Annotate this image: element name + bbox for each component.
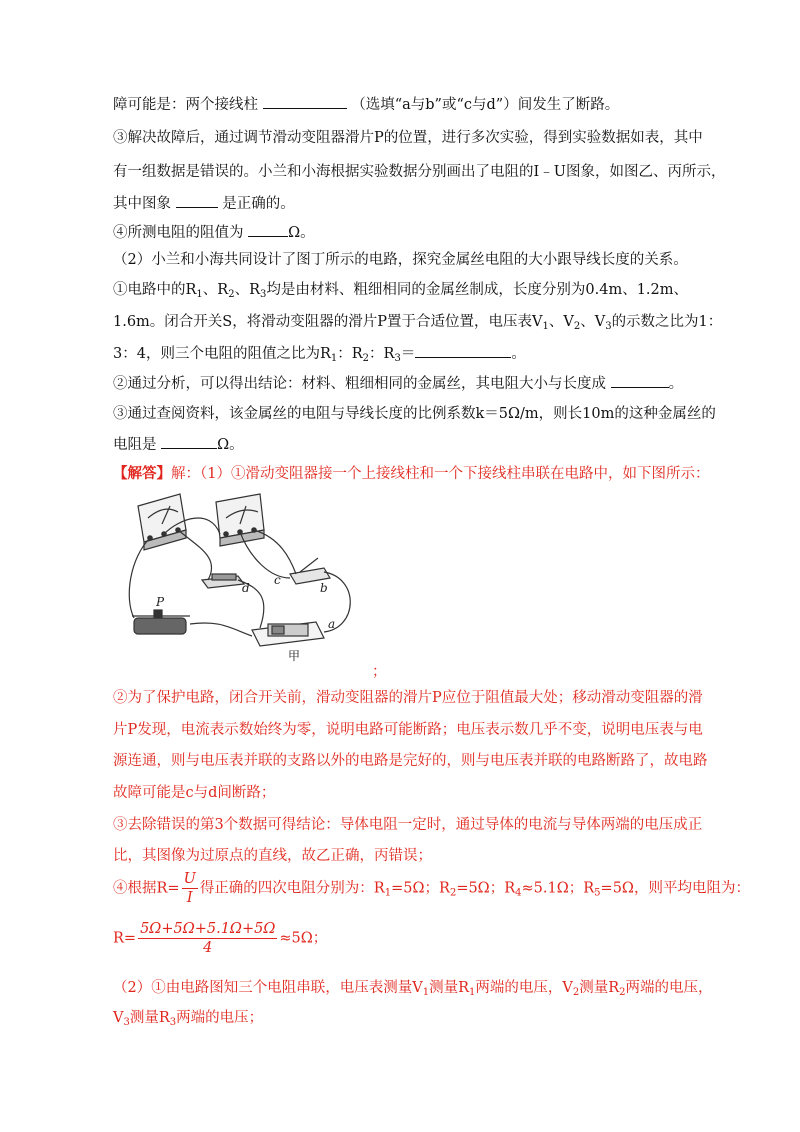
subscript: 3 [605,321,612,332]
text: V [113,1010,124,1026]
text: 的示数之比为1： [611,314,723,330]
text: 、R [234,282,261,298]
answer-line-11 [113,1008,263,1033]
text: 。 [511,346,526,362]
q-line-2: ③解决故障后，通过调节滑动变阻器滑片P的位置，进行多次实验，得到实验数据如表，其中 [113,130,703,146]
subscript: 2 [619,987,626,998]
text: 电阻是 [113,437,157,453]
answer-line-5: 故障可能是c与d间断路； [113,785,276,801]
text: Ω。 [288,225,315,241]
numerator: U [183,871,196,887]
text: =5Ω，则平均电阻为： [600,880,750,897]
text: ④所测电阻的阻值为 [113,225,244,241]
label-a: a [328,617,336,631]
text: =5Ω；R [456,880,516,897]
answer-line-8 [113,870,750,907]
answer-line-4: 源连通，则与电压表并联的支路以外的电路是完好的，则与电压表并联的电路断路了，故电路 [113,753,708,769]
text: 得正确的四次电阻分别为：R [199,880,385,897]
text: R= [113,930,137,947]
text: 两端的电压，V [475,980,573,996]
subscript: 2 [228,289,235,300]
text: ④根据R= [113,880,180,897]
q-line-7 [113,280,688,305]
subscript: 3 [123,1017,130,1028]
text: （2）①由电路图知三个电阻串联，电压表测量V [113,980,423,996]
text: 测量R [429,980,469,996]
q-line-8 [113,312,722,337]
q-line-6: （2）小兰和小海共同设计了图丁所示的电路，探究金属丝电阻的大小跟导线长度的关系。 [113,252,688,268]
q-line-1 [113,94,619,115]
text: ≈5Ω； [279,930,328,947]
q-line-10 [113,373,683,394]
answer-blank[interactable] [161,434,217,449]
answer-line-2: ②为了保护电路，闭合开关前，滑动变阻器的滑片P应位于阻值最大处；移动滑动变阻器的滑 [113,690,703,706]
circuit-diagram-figure [120,488,370,664]
text: 均是由材料、粗细相同的金属丝制成，长度分别为0.4m、1.2m、 [266,282,689,298]
subscript: 2 [449,887,457,899]
subscript: 2 [573,321,581,332]
q-line-12 [113,434,244,455]
answer-line-1 [113,464,709,484]
figure-semicolon: ； [372,664,387,680]
subscript: 5 [594,887,601,899]
subscript: 1 [196,289,203,300]
q-line-4 [113,193,295,214]
subscript: 2 [362,353,370,364]
text: 、R [202,282,229,298]
subscript: 3 [394,353,401,364]
subscript: 1 [330,353,338,364]
denominator: 4 [203,940,213,956]
text: 。 [668,376,684,392]
ammeter-icon [138,494,186,550]
label-d: d [242,581,250,595]
answer-line-6: ③去除错误的第3个数据可得结论：导体电阻一定时，通过导体的电流与导体两端的电压成正 [113,817,703,833]
denominator: I [186,890,193,906]
text: ：R [369,346,395,362]
q-line-5 [113,222,315,243]
subscript: 3 [169,1017,177,1028]
answer-line-3: 片P发现，电流表示数始终为零，说明电路可能断路；电压表示数几乎不变，说明电压表与电 [113,722,703,738]
answer-line-9 [113,920,327,957]
label-p: P [156,595,165,609]
text: ＝ [400,346,416,362]
answer-line-10 [113,978,713,1003]
text: 3：4，则三个电阻的阻值之比为R [113,346,331,362]
text: 是正确的。 [222,196,295,212]
subscript: 4 [515,887,522,899]
rheostat-icon [132,610,190,634]
text: ：R [337,346,363,362]
q-line-3: 有一组数据是错误的。小兰和小海根据实验数据分别画出了电阻的I﹣U图象，如图乙、丙所示， [113,164,726,180]
text: 两端的电压， [625,980,713,996]
subscript: 3 [260,289,267,300]
label-c: c [274,573,281,587]
subscript: 1 [469,987,476,998]
text: 、V [580,314,606,330]
answer-blank[interactable] [611,373,669,388]
text: 测量R [579,980,620,996]
voltmeter-icon [216,494,264,546]
figure-caption: 甲 [288,649,301,663]
subscript: 1 [542,321,549,332]
text: =5Ω；R [391,880,450,897]
text: 1.6m。闭合开关S，将滑动变阻器的滑片P置于合适位置，电压表V [113,314,543,330]
q-line-9 [113,343,526,369]
subscript: 2 [572,987,580,998]
text: ②通过分析，可以得出结论：材料、粗细相同的金属丝，其电阻大小与长度成 [113,376,606,392]
text: 障可能是：两个接线柱 [113,97,258,113]
answer-blank[interactable] [176,193,218,208]
numerator: 5Ω+5Ω+5.1Ω+5Ω [140,921,276,937]
answer-line-7: 比，其图像为过原点的直线，故乙正确，丙错误； [113,848,432,864]
text: 、V [548,314,574,330]
text: 测量R [129,1010,170,1026]
formula-fraction [138,920,277,957]
answer-blank[interactable] [415,343,511,358]
label-b: b [320,581,328,595]
answer-tag: 【解答】 [113,465,171,482]
fixed-resistor-icon [202,574,244,588]
formula-fraction [182,870,198,907]
subscript: 1 [422,987,430,998]
text: ≈5.1Ω；R [521,880,595,897]
answer-blank[interactable] [248,222,288,237]
text: ①电路中的R [113,282,197,298]
q-line-11: ③通过查阅资料，该金属丝的电阻与导线长度的比例系数k＝5Ω/m，则长10m的这种金属丝的 [113,406,716,422]
battery-holder-icon [252,622,324,646]
text: Ω。 [217,437,244,453]
answer-blank[interactable] [263,94,347,109]
subscript: 1 [384,887,392,899]
text: （选填“a与b”或“c与d”）间发生了断路。 [351,97,620,113]
text: 其中图象 [113,196,171,212]
text: 解：（1）①滑动变阻器接一个上接线柱和一个下接线柱串联在电路中，如下图所示： [171,466,710,482]
text: 两端的电压； [176,1010,264,1026]
